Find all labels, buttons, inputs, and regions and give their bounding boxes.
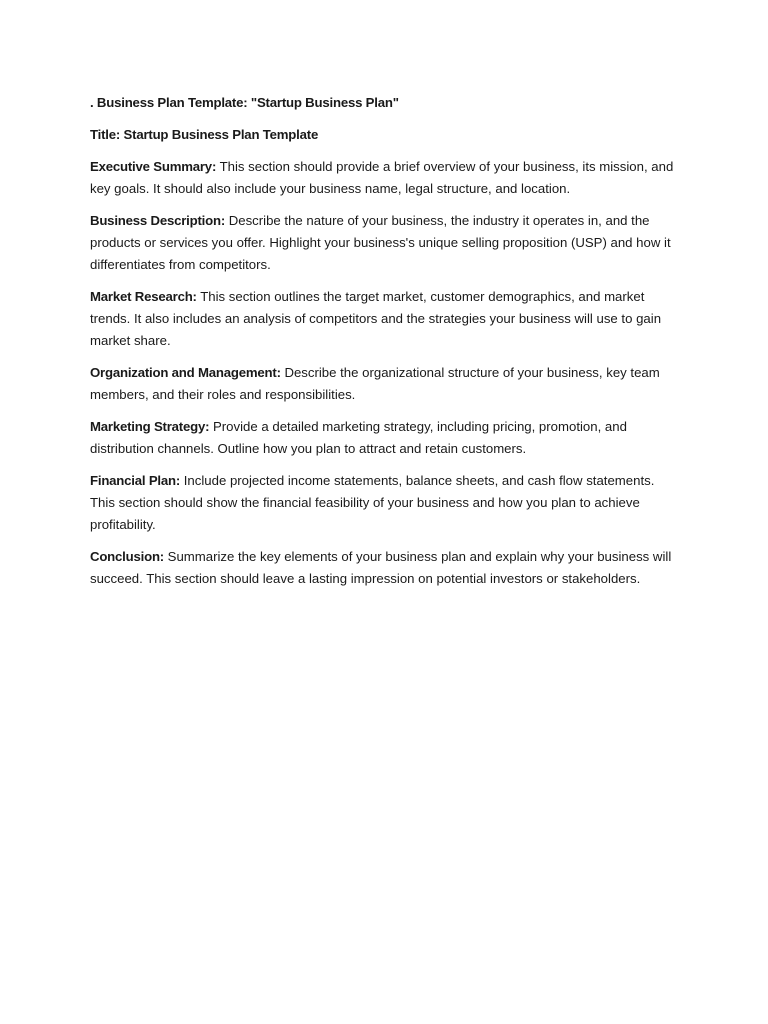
section-marketing-strategy xyxy=(90,416,682,460)
section-label: Financial Plan: xyxy=(90,473,181,488)
section-conclusion xyxy=(90,546,682,590)
section-label: Conclusion: xyxy=(90,549,164,564)
section-label: Market Research: xyxy=(90,289,197,304)
section-market-research xyxy=(90,286,682,352)
section-text: Provide a detailed marketing strategy, including pricing, promotion, and distribution channels. Outline how you plan to attract and retain customers. xyxy=(90,419,627,456)
document-title: Title: Startup Business Plan Template xyxy=(90,127,319,142)
section-text: Describe the organizational structure of your business, key team members, and their roles and responsibilities. xyxy=(90,365,660,402)
section-text: Summarize the key elements of your business plan and explain why your business will succeed. This section should leave a lasting impression on potential investors or stakeholders. xyxy=(90,549,672,586)
document-body xyxy=(90,92,682,600)
section-label: Organization and Management: xyxy=(90,365,281,380)
document-heading: . Business Plan Template: "Startup Business Plan" xyxy=(90,95,399,110)
section-text: This section should provide a brief overview of your business, its mission, and key goals. It should also include your business name, legal structure, and location. xyxy=(90,159,674,196)
section-organization-management xyxy=(90,362,682,406)
section-business-description xyxy=(90,210,682,276)
section-text: Include projected income statements, balance sheets, and cash flow statements. This section should show the financial feasibility of your business and how you plan to achieve profitability. xyxy=(90,473,655,532)
section-financial-plan xyxy=(90,470,682,536)
section-text: Describe the nature of your business, the industry it operates in, and the products or services you offer. Highlight your business's unique selling proposition (USP) and how it differentiates from competitors. xyxy=(90,213,671,272)
section-label: Business Description: xyxy=(90,213,226,228)
section-label: Marketing Strategy: xyxy=(90,419,210,434)
section-label: Executive Summary: xyxy=(90,159,217,174)
section-text: This section outlines the target market, customer demographics, and market trends. It also includes an analysis of competitors and the strategies your business will use to gain market share. xyxy=(90,289,662,348)
section-executive-summary xyxy=(90,156,682,200)
